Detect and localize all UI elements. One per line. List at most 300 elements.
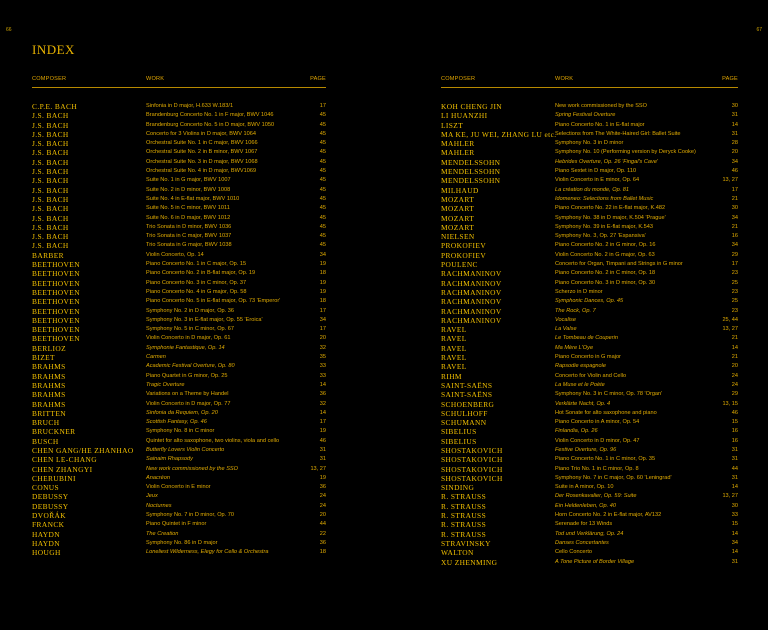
composer-name: J.S. BACH xyxy=(32,129,69,139)
composer-name: PROKOFIEV xyxy=(441,250,487,260)
work-header: WORK xyxy=(555,76,574,82)
composer-name: RACHMANINOV xyxy=(441,297,502,307)
composer-name: BRAHMS xyxy=(32,362,66,372)
composer-name: WALTON xyxy=(441,548,474,558)
index-entry xyxy=(32,390,326,399)
page-reference: 13, 27 xyxy=(722,326,738,333)
work-title: Symphony No. 38 in D major, K.504 'Prague' xyxy=(555,214,666,221)
page-reference: 14 xyxy=(319,381,326,388)
index-entry xyxy=(441,325,738,334)
index-entry xyxy=(441,307,738,316)
work-title: Concerto for 3 Violins in D major, BWV 1064 xyxy=(146,130,256,137)
composer-name: J.S. BACH xyxy=(32,111,69,121)
page-reference: 45 xyxy=(319,177,326,184)
index-entry xyxy=(32,316,326,325)
index-entry xyxy=(441,492,738,501)
composer-name: POULENC xyxy=(441,260,478,270)
header-divider xyxy=(441,87,738,88)
index-entry xyxy=(32,232,326,241)
composer-name: RACHMANINOV xyxy=(441,269,502,279)
work-header: WORK xyxy=(146,76,165,82)
page-reference: 44 xyxy=(319,521,326,528)
work-title: Rapsodie espagnole xyxy=(555,363,607,370)
work-title: Der Rosenkavalier, Op. 59: Suite xyxy=(555,493,637,500)
work-title: Piano Quintet in F minor xyxy=(146,521,207,528)
composer-name: RAVEL xyxy=(441,343,467,353)
composer-name: LI HUANZHI xyxy=(441,111,488,121)
page-reference: 29 xyxy=(731,391,738,398)
composer-header: COMPOSER xyxy=(441,76,476,82)
work-title: Finlandia, Op. 26 xyxy=(555,428,598,435)
work-title: Piano Concerto in A minor, Op. 54 xyxy=(555,419,640,426)
page-number-right: 67 xyxy=(756,27,762,33)
index-entry xyxy=(32,279,326,288)
composer-name: RACHMANINOV xyxy=(441,278,502,288)
work-title: Hebrides Overture, Op. 26 'Fingal's Cave' xyxy=(555,158,659,165)
page-reference: 45 xyxy=(319,121,326,128)
page-reference: 21 xyxy=(731,335,738,342)
composer-name: CHERUBINI xyxy=(32,473,76,483)
work-title: Piano Concerto No. 3 in C minor, Op. 37 xyxy=(146,279,247,286)
work-title: The Creation xyxy=(146,530,179,537)
work-title: Violin Concerto in D major, Op. 77 xyxy=(146,400,231,407)
composer-name: HOUGH xyxy=(32,548,61,558)
page-reference: 19 xyxy=(319,279,326,286)
page-reference: 34 xyxy=(731,242,738,249)
page-reference: 45 xyxy=(319,223,326,230)
work-title: Symphony No. 39 in E-flat major, K.543 xyxy=(555,223,653,230)
composer-name: BEETHOVEN xyxy=(32,334,80,344)
header-divider xyxy=(32,87,326,88)
work-title: Trio Sonata in D minor, BWV 1036 xyxy=(146,223,232,230)
index-entry xyxy=(441,167,738,176)
index-entry xyxy=(441,102,738,111)
work-title: Ein Heldenleben, Op. 40 xyxy=(555,502,616,509)
work-title: Symphony No. 86 in D major xyxy=(146,539,218,546)
composer-name: DEBUSSY xyxy=(32,492,69,502)
index-entry xyxy=(441,334,738,343)
index-entry xyxy=(32,214,326,223)
work-title: Jeux xyxy=(146,493,158,500)
index-entry xyxy=(441,251,738,260)
work-title: Symphonie Fantastique, Op. 14 xyxy=(146,344,225,351)
page-reference: 34 xyxy=(319,251,326,258)
composer-name: BRAHMS xyxy=(32,399,66,409)
work-title: Spring Festival Overture xyxy=(555,112,616,119)
work-title: Suite No. 4 in E-flat major, BWV 1010 xyxy=(146,195,240,202)
index-entry xyxy=(32,176,326,185)
composer-name: BRAHMS xyxy=(32,390,66,400)
composer-name: RIHM xyxy=(441,371,462,381)
page-reference: 13, 27 xyxy=(722,493,738,500)
work-title: Violin Concerto in D major, Op. 61 xyxy=(146,335,231,342)
work-title: Piano Concerto No. 4 in G major, Op. 58 xyxy=(146,288,247,295)
composer-name: J.S. BACH xyxy=(32,222,69,232)
composer-name: R. STRAUSS xyxy=(441,529,487,539)
work-title: Selections from The White-Haired Girl: Ballet Suite xyxy=(555,130,681,137)
page-reference: 18 xyxy=(319,270,326,277)
index-entry xyxy=(32,269,326,278)
index-entry xyxy=(441,437,738,446)
work-title: Piano Concerto No. 2 in B-flat major, Op. 19 xyxy=(146,270,256,277)
page-reference: 31 xyxy=(319,446,326,453)
work-title: New work commissioned by the SSO xyxy=(555,103,648,109)
page-reference: 35 xyxy=(319,354,326,361)
page-reference: 14 xyxy=(731,121,738,128)
page-reference: 18 xyxy=(319,549,326,556)
page-reference: 45 xyxy=(319,186,326,193)
index-entry xyxy=(441,362,738,371)
composer-name: MOZART xyxy=(441,213,475,223)
page-reference: 14 xyxy=(731,530,738,537)
composer-name: BEETHOVEN xyxy=(32,325,80,335)
work-title: Symphony No. 3 in C minor, Op. 78 'Organ' xyxy=(555,391,663,398)
page-reference: 46 xyxy=(731,168,738,175)
index-entry xyxy=(32,492,326,501)
work-title: Suite No. 5 in C minor, BWV 1011 xyxy=(146,205,230,212)
work-title: Tod und Verklärung, Op. 24 xyxy=(555,530,624,537)
work-title: Suite No. 1 in G major, BWV 1007 xyxy=(146,177,231,184)
composer-name: MILHAUD xyxy=(441,185,479,195)
index-entry xyxy=(441,148,738,157)
index-entry xyxy=(32,111,326,120)
index-entry xyxy=(441,502,738,511)
composer-name: PROKOFIEV xyxy=(441,241,487,251)
page-reference: 24 xyxy=(319,502,326,509)
composer-name: BUSCH xyxy=(32,436,59,446)
composer-name: BRITTEN xyxy=(32,408,67,418)
composer-name: BEETHOVEN xyxy=(32,260,80,270)
page-reference: 23 xyxy=(731,288,738,295)
page-reference: 32 xyxy=(319,344,326,351)
page-reference: 15 xyxy=(731,521,738,528)
index-entry xyxy=(441,204,738,213)
work-title: Sinfonia in D major, H.633 W.183/1 xyxy=(146,103,234,109)
work-title: Festive Overture, Op. 96 xyxy=(555,446,617,453)
index-entry xyxy=(441,214,738,223)
page-reference: 14 xyxy=(731,344,738,351)
composer-name: MENDELSSOHN xyxy=(441,157,501,167)
page-reference: 17 xyxy=(319,326,326,333)
composer-name: BEETHOVEN xyxy=(32,306,80,316)
index-entry xyxy=(441,260,738,269)
page-reference: 34 xyxy=(731,214,738,221)
index-entry xyxy=(32,297,326,306)
index-entry xyxy=(32,344,326,353)
work-title: Piano Trio No. 1 in C minor, Op. 8 xyxy=(555,465,639,472)
composer-name: CHEN ZHANGYI xyxy=(32,464,93,474)
work-title: Piano Concerto No. 22 in E-flat major, K.482 xyxy=(555,205,666,212)
index-entry xyxy=(32,455,326,464)
composer-name: J.S. BACH xyxy=(32,213,69,223)
work-title: Symphonic Dances, Op. 45 xyxy=(555,298,624,305)
index-entry xyxy=(441,409,738,418)
composer-header: COMPOSER xyxy=(32,76,67,82)
work-title: Hot Sonate for alto saxophone and piano xyxy=(555,409,657,416)
page-reference: 45 xyxy=(319,112,326,119)
index-entry xyxy=(32,241,326,250)
index-entry xyxy=(441,548,738,557)
index-entry xyxy=(441,455,738,464)
composer-name: RACHMANINOV xyxy=(441,315,502,325)
composer-name: R. STRAUSS xyxy=(441,492,487,502)
composer-name: SCHUMANN xyxy=(441,418,487,428)
index-entry xyxy=(441,381,738,390)
index-entry xyxy=(32,195,326,204)
work-title: Piano Concerto No. 5 in E-flat major, Op. 73 'Emperor' xyxy=(146,298,281,305)
composer-name: J.S. BACH xyxy=(32,194,69,204)
work-title: Vocalise xyxy=(555,316,576,323)
index-entry xyxy=(441,530,738,539)
page-reference: 25 xyxy=(731,298,738,305)
index-entry xyxy=(32,427,326,436)
composer-name: MENDELSSOHN xyxy=(441,167,501,177)
work-title: Loneliest Wilderness, Elegy for Cello & Orchestra xyxy=(146,549,269,556)
work-title: Violin Concerto in E minor, Op. 64 xyxy=(555,177,640,184)
page-title: INDEX xyxy=(32,42,75,57)
composer-name: KOH CHENG JIN xyxy=(441,102,503,111)
page-reference: 17 xyxy=(319,103,326,109)
composer-name: RAVEL xyxy=(441,325,467,335)
page-reference: 16 xyxy=(731,437,738,444)
page-reference: 46 xyxy=(731,409,738,416)
index-entry xyxy=(32,446,326,455)
composer-name: MOZART xyxy=(441,222,475,232)
work-title: Symphony No. 5 in C minor, Op. 67 xyxy=(146,326,234,333)
composer-name: J.S. BACH xyxy=(32,204,69,214)
work-title: Violin Concerto, Op. 14 xyxy=(146,251,204,258)
index-entry xyxy=(441,372,738,381)
work-title: La Muse et le Poète xyxy=(555,381,605,388)
page-reference: 14 xyxy=(731,549,738,556)
page-reference: 36 xyxy=(319,484,326,491)
work-title: Tragic Overture xyxy=(146,381,185,388)
work-title: Quintet for alto saxophone, two violins, viola and cello xyxy=(146,437,280,444)
page-reference: 19 xyxy=(319,474,326,481)
composer-name: J.S. BACH xyxy=(32,176,69,186)
page-reference: 19 xyxy=(319,288,326,295)
index-column-right xyxy=(441,76,738,567)
page-reference: 25, 44 xyxy=(722,316,738,323)
work-title: Scherzo in D minor xyxy=(555,288,603,295)
work-title: Serenade for 13 Winds xyxy=(555,521,613,528)
work-title: Anacréon xyxy=(146,474,170,481)
index-entry xyxy=(441,111,738,120)
composer-name: BEETHOVEN xyxy=(32,278,80,288)
work-title: Trio Sonata in C major, BWV 1037 xyxy=(146,233,232,240)
index-entry xyxy=(32,381,326,390)
work-title: Violin Concerto in E minor xyxy=(146,484,211,491)
work-title: Cello Concerto xyxy=(555,549,592,556)
index-entry xyxy=(32,260,326,269)
index-entry xyxy=(441,511,738,520)
index-entry xyxy=(441,195,738,204)
page-reference: 29 xyxy=(731,251,738,258)
index-entry xyxy=(32,437,326,446)
page-reference: 34 xyxy=(319,316,326,323)
index-entry xyxy=(32,520,326,529)
index-entry xyxy=(441,223,738,232)
work-title: Piano Concerto No. 2 in G minor, Op. 16 xyxy=(555,242,656,249)
index-entry xyxy=(32,288,326,297)
work-title: Brandenburg Concerto No. 1 in F major, BWV 1046 xyxy=(146,112,274,119)
composer-name: RACHMANINOV xyxy=(441,306,502,316)
page-reference: 20 xyxy=(731,363,738,370)
index-entry xyxy=(32,158,326,167)
page-reference: 36 xyxy=(319,391,326,398)
page-reference: 24 xyxy=(319,493,326,500)
composer-name: SIBELIUS xyxy=(441,427,477,437)
work-title: Symphony No. 3 in E-flat major, Op. 55 'Eroica' xyxy=(146,316,263,323)
index-entry xyxy=(441,316,738,325)
page-reference: 14 xyxy=(731,484,738,491)
page-reference: 33 xyxy=(319,363,326,370)
composer-name: BIZET xyxy=(32,353,55,363)
composer-name: SINDING xyxy=(441,483,475,493)
composer-name: R. STRAUSS xyxy=(441,520,487,530)
work-title: Scottish Fantasy, Op. 46 xyxy=(146,419,207,426)
work-title: Symphony No. 7 in C major, Op. 60 'Leningrad' xyxy=(555,474,672,481)
page-reference: 16 xyxy=(731,428,738,435)
index-entry xyxy=(441,474,738,483)
index-entry xyxy=(32,530,326,539)
index-entry xyxy=(441,465,738,474)
index-entry xyxy=(441,353,738,362)
index-entry xyxy=(32,130,326,139)
index-entry xyxy=(32,121,326,130)
composer-name: J.S. BACH xyxy=(32,167,69,177)
page-reference: 21 xyxy=(731,354,738,361)
composer-name: J.S. BACH xyxy=(32,232,69,242)
page-reference: 45 xyxy=(319,233,326,240)
index-entry xyxy=(441,288,738,297)
composer-name: STRAVINSKY xyxy=(441,538,491,548)
composer-name: BRUCKNER xyxy=(32,427,76,437)
work-title: Symphony No. 2 in D major, Op. 36 xyxy=(146,307,234,314)
index-list xyxy=(32,102,326,558)
index-entry xyxy=(441,121,738,130)
composer-name: J.S. BACH xyxy=(32,157,69,167)
page-reference: 45 xyxy=(319,214,326,221)
page-reference: 22 xyxy=(319,530,326,537)
index-entry xyxy=(441,400,738,409)
page-reference: 14 xyxy=(319,409,326,416)
work-title: Orchestral Suite No. 4 in D major, BWV1069 xyxy=(146,168,257,175)
work-title: Le Tombeau de Couperin xyxy=(555,335,618,342)
index-entry xyxy=(32,511,326,520)
work-title: Suite in A minor, Op. 10 xyxy=(555,484,614,491)
index-entry xyxy=(441,279,738,288)
page-reference: 20 xyxy=(319,512,326,519)
composer-name: RACHMANINOV xyxy=(441,287,502,297)
composer-name: SAINT-SAËNS xyxy=(441,390,493,400)
page-reference: 17 xyxy=(731,186,738,193)
work-title: Suite No. 6 in D major, BWV 1012 xyxy=(146,214,231,221)
page-reference: 25 xyxy=(731,279,738,286)
work-title: Piano Concerto No. 2 in C minor, Op. 18 xyxy=(555,270,656,277)
page-reference: 31 xyxy=(731,474,738,481)
index-entry xyxy=(32,400,326,409)
composer-name: MAHLER xyxy=(441,139,475,149)
work-title: Symphony No. 3, Op. 27 'Espansiva' xyxy=(555,233,646,240)
page-reference: 33 xyxy=(731,512,738,519)
page-reference: 31 xyxy=(731,130,738,137)
work-title: Verklärte Nacht, Op. 4 xyxy=(555,400,611,407)
page-reference: 46 xyxy=(319,437,326,444)
work-title: A Tone Picture of Border Village xyxy=(555,558,635,565)
work-title: Horn Concerto No. 2 in E-flat major, AV132 xyxy=(555,512,662,519)
page-reference: 16 xyxy=(731,233,738,240)
page-reference: 17 xyxy=(319,307,326,314)
composer-name: J.S. BACH xyxy=(32,120,69,130)
work-title: Concerto for Violin and Cello xyxy=(555,372,627,379)
page-reference: 24 xyxy=(731,372,738,379)
index-entry xyxy=(32,167,326,176)
work-title: Orchestral Suite No. 2 in B minor, BWV 1067 xyxy=(146,149,258,156)
composer-name: XU ZHENMING xyxy=(441,557,498,567)
page-reference: 31 xyxy=(731,112,738,119)
index-entry xyxy=(441,390,738,399)
composer-name: FRANCK xyxy=(32,520,65,530)
work-title: Violin Concerto No. 2 in G major, Op. 63 xyxy=(555,251,655,258)
index-entry xyxy=(441,539,738,548)
page-reference: 30 xyxy=(731,103,738,109)
index-entry xyxy=(441,558,738,567)
page-reference: 34 xyxy=(731,539,738,546)
composer-name: SHOSTAKOVICH xyxy=(441,455,503,465)
composer-name: CHEN LE-CHANG xyxy=(32,455,97,465)
index-entry xyxy=(32,548,326,557)
index-entry xyxy=(441,232,738,241)
work-title: Symphony No. 8 in C minor xyxy=(146,428,215,435)
index-column-left xyxy=(32,76,326,558)
composer-name: J.S. BACH xyxy=(32,139,69,149)
composer-name: RAVEL xyxy=(441,334,467,344)
work-title: Academic Festival Overture, Op. 80 xyxy=(146,363,235,370)
composer-name: DVOŘÁK xyxy=(32,511,67,521)
index-entry xyxy=(32,148,326,157)
page-reference: 32 xyxy=(319,400,326,407)
index-entry xyxy=(32,483,326,492)
work-title: Suite No. 2 in D minor, BWV 1008 xyxy=(146,186,231,193)
work-title: Ma Mère L'Oye xyxy=(555,344,594,351)
work-title: Sainaim Rhapsody xyxy=(146,456,193,463)
page-reference: 45 xyxy=(319,195,326,202)
work-title: La Valse xyxy=(555,326,577,333)
index-entry xyxy=(32,372,326,381)
composer-name: MENDELSSOHN xyxy=(441,176,501,186)
index-entry xyxy=(441,297,738,306)
work-title: Violin Concerto in D minor, Op. 47 xyxy=(555,437,640,444)
composer-name: NIELSEN xyxy=(441,232,475,242)
index-entry xyxy=(32,418,326,427)
page-reference: 17 xyxy=(319,419,326,426)
work-title: Piano Concerto No. 1 in C major, Op. 15 xyxy=(146,261,247,268)
index-entry xyxy=(441,176,738,185)
composer-name: MAHLER xyxy=(441,148,475,158)
composer-name: SCHOENBERG xyxy=(441,399,495,409)
page-reference: 13, 27 xyxy=(310,465,326,472)
page-reference: 31 xyxy=(731,446,738,453)
composer-name: BRAHMS xyxy=(32,380,66,390)
page-header: PAGE xyxy=(310,76,326,82)
composer-name: SCHULHOFF xyxy=(441,408,488,418)
index-entry xyxy=(441,446,738,455)
page-reference: 45 xyxy=(319,149,326,156)
page-reference: 20 xyxy=(319,335,326,342)
index-entry xyxy=(441,130,738,139)
page-reference: 19 xyxy=(319,261,326,268)
